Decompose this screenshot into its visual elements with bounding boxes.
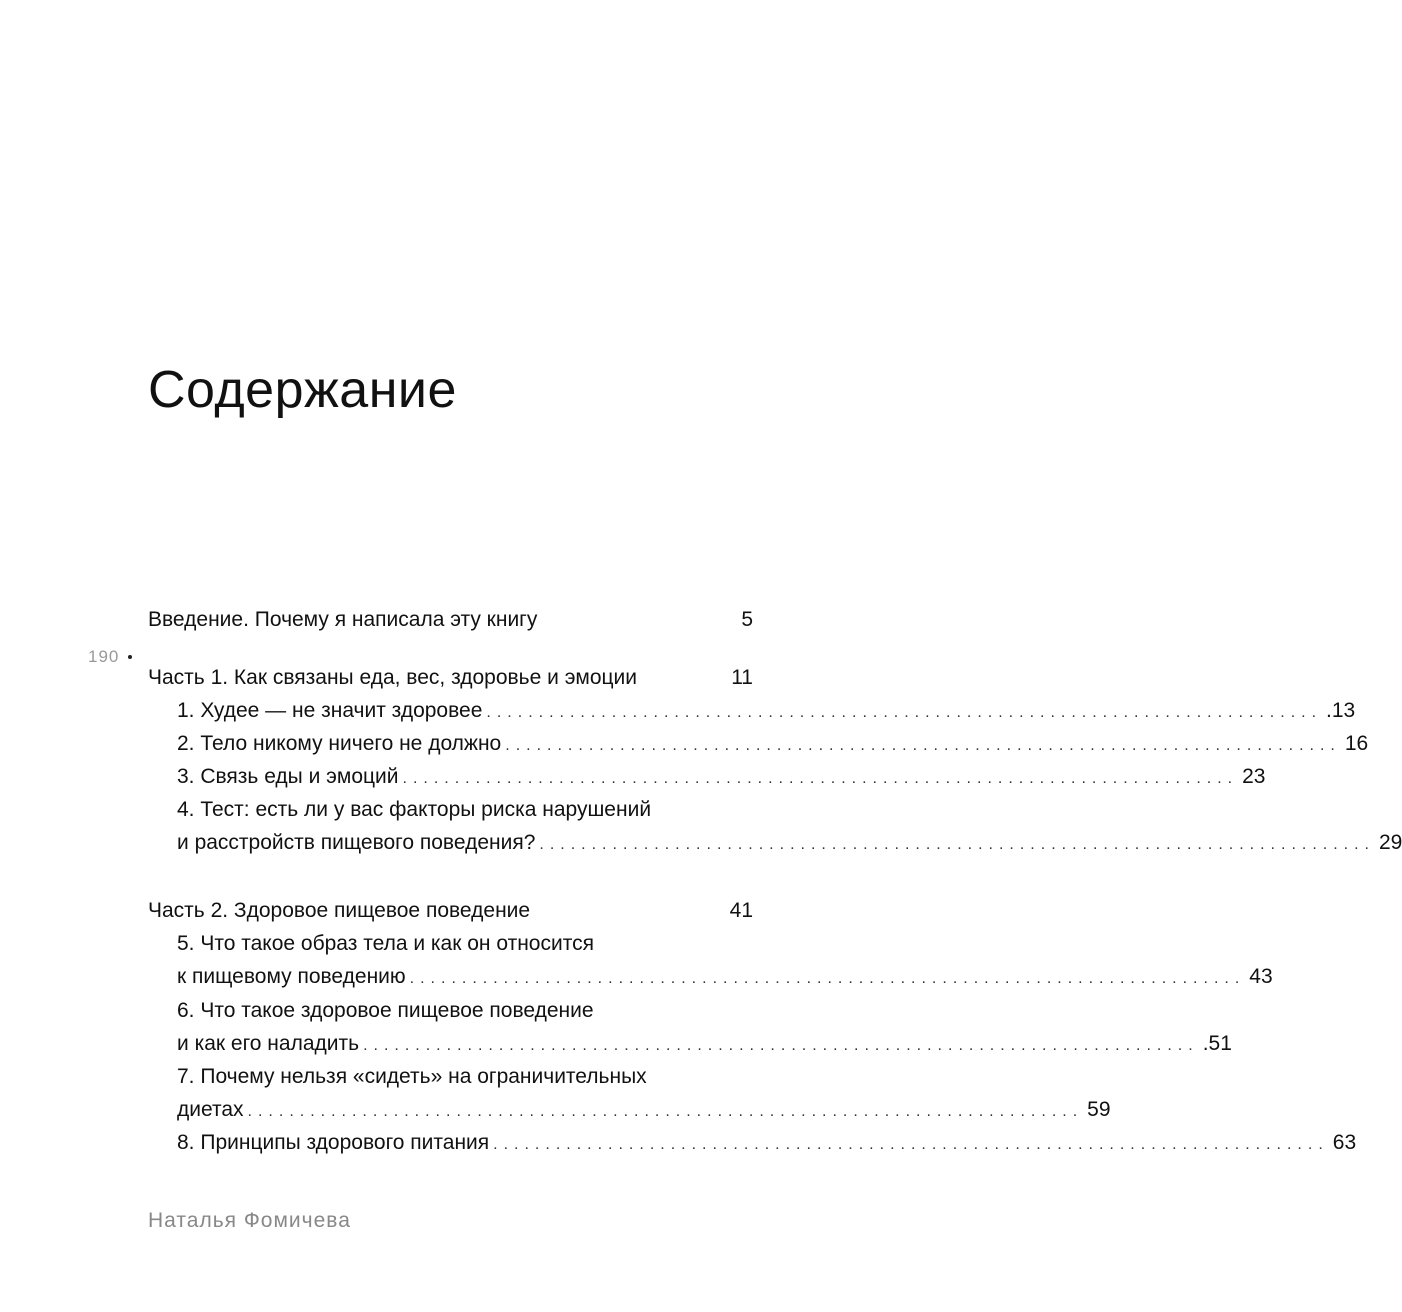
toc-chapter-2 [177, 727, 1369, 760]
toc-chapter-4 [177, 826, 1402, 859]
toc-chapter-page: 16 [1344, 732, 1369, 755]
toc-chapter-1 [177, 694, 1356, 727]
dot-leader: ................................................................................ [486, 704, 1323, 721]
toc-chapter-5 [177, 960, 1273, 993]
toc-chapter-6 [177, 1027, 1232, 1060]
toc-chapter-page: 43 [1249, 965, 1273, 988]
toc-chapter-8 [177, 1126, 1357, 1159]
dot-leader: ................................................................................ [247, 1103, 1084, 1120]
bullet-dot-icon [128, 655, 132, 659]
toc-chapter-page: 63 [1332, 1131, 1357, 1154]
toc-entry-title: Введение. Почему я написала эту книгу [148, 608, 538, 631]
footer-author: Наталья Фомичева [148, 1209, 351, 1232]
dot-leader: ................................................................................ [409, 970, 1246, 987]
toc-chapter-7 [177, 1093, 1111, 1126]
toc-chapter-page: .13 [1326, 699, 1356, 722]
dot-leader: ................................................................................ [402, 770, 1239, 787]
toc-chapter-title: 6. Что такое здоровое пищевое поведение [177, 999, 594, 1022]
dot-leader: ................................................................................ [539, 836, 1375, 853]
toc-chapter-title: 3. Связь еды и эмоций [177, 765, 399, 788]
toc-chapter-6-line1 [177, 994, 753, 1027]
dot-leader: ................................................................................ [505, 737, 1341, 754]
toc-part-2 [148, 894, 753, 927]
toc-chapter-title: 8. Принципы здорового питания [177, 1131, 490, 1154]
toc-chapter-title-cont: диетах [177, 1098, 244, 1121]
toc-chapter-7-line1 [177, 1060, 753, 1093]
page-title: Содержание [148, 361, 457, 419]
dot-leader: ................................................................................ [493, 1136, 1329, 1153]
toc-chapter-page: 23 [1242, 765, 1266, 788]
toc-entry-page: 5 [741, 608, 753, 631]
toc-part-page: 11 [731, 666, 753, 689]
toc-chapter-page: 59 [1087, 1098, 1111, 1121]
toc-chapter-5-line1 [177, 927, 753, 960]
toc-chapter-page: 29 [1379, 831, 1402, 854]
toc-part-title: Часть 1. Как связаны еда, вес, здоровье и эмоции [148, 666, 638, 689]
toc-chapter-3 [177, 760, 1266, 793]
toc-part-1 [148, 661, 753, 694]
page-number: 190 [88, 647, 120, 666]
toc-chapter-title-cont: и расстройств пищевого поведения? [177, 831, 536, 854]
toc-chapter-title: 5. Что такое образ тела и как он относится [177, 932, 594, 955]
toc-entry-intro [148, 603, 753, 636]
toc-chapter-title: 4. Тест: есть ли у вас факторы риска нарушений [177, 798, 652, 821]
toc-chapter-4-line1 [177, 793, 753, 826]
toc-chapter-title: 2. Тело никому ничего не должно [177, 732, 502, 755]
toc-chapter-page: .51 [1202, 1032, 1232, 1055]
dot-leader: ................................................................................ [363, 1037, 1199, 1054]
toc-part-title: Часть 2. Здоровое пищевое поведение [148, 899, 531, 922]
toc-chapter-title-cont: и как его наладить [177, 1032, 360, 1055]
toc-part-page: 41 [729, 899, 753, 922]
toc-chapter-title-cont: к пищевому поведению [177, 965, 406, 988]
toc-chapter-title: 1. Худее — не значит здоровее [177, 699, 483, 722]
toc-chapter-title: 7. Почему нельзя «сидеть» на ограничительных [177, 1065, 647, 1088]
